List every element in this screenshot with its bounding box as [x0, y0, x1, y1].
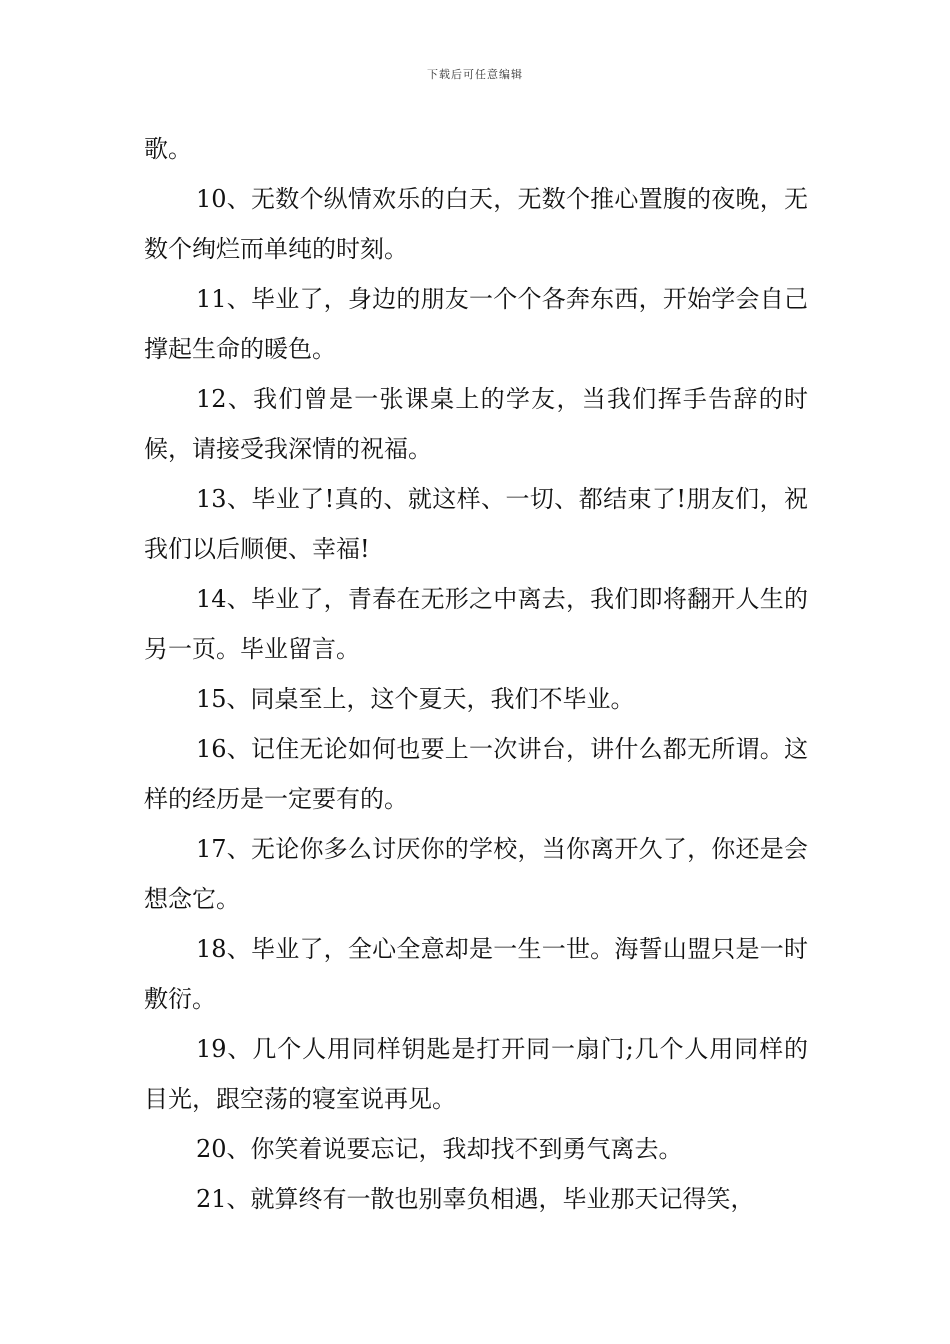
paragraph-item-21: 21、就算终有一散也别辜负相遇，毕业那天记得笑，	[196, 1185, 755, 1213]
paragraph-item-15: 15、同桌至上，这个夏天，我们不毕业。	[196, 685, 635, 713]
paragraph-item-18: 18、毕业了，全心全意却是一生一世。海誓山盟只是一时敷衍。	[144, 935, 808, 1013]
paragraph-continuation: 歌。	[144, 135, 192, 163]
paragraph-item-12: 12、我们曾是一张课桌上的学友，当我们挥手告辞的时候，请接受我深情的祝福。	[144, 385, 808, 463]
paragraph-item-20: 20、你笑着说要忘记，我却找不到勇气离去。	[196, 1135, 683, 1163]
paragraph-item-16: 16、记住无论如何也要上一次讲台，讲什么都无所谓。这样的经历是一定要有的。	[144, 735, 808, 813]
paragraph-item-11: 11、毕业了，身边的朋友一个个各奔东西，开始学会自己撑起生命的暖色。	[144, 285, 808, 363]
paragraph-item-13: 13、毕业了!真的、就这样、一切、都结束了!朋友们，祝我们以后顺便、幸福!	[144, 485, 808, 563]
document-body	[144, 124, 808, 1224]
paragraph-item-14: 14、毕业了，青春在无形之中离去，我们即将翻开人生的另一页。毕业留言。	[144, 585, 808, 663]
paragraph-item-19: 19、几个人用同样钥匙是打开同一扇门;几个人用同样的目光，跟空荡的寝室说再见。	[144, 1035, 808, 1113]
paragraph-item-17: 17、无论你多么讨厌你的学校，当你离开久了，你还是会想念它。	[144, 835, 808, 913]
paragraph-item-10: 10、无数个纵情欢乐的白天，无数个推心置腹的夜晚，无数个绚烂而单纯的时刻。	[144, 185, 808, 263]
page-header-note: 下载后可任意编辑	[427, 68, 523, 81]
